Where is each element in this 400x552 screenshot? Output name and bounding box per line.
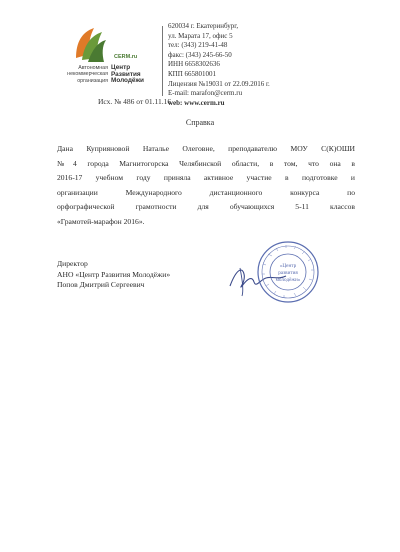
signature-block [57, 259, 170, 291]
contact-line: 620034 г. Екатеринбург, [168, 22, 239, 30]
contact-line: тел: (343) 219-41-48 [168, 41, 228, 50]
contact-line: ул. Марата 17, офис 5 [168, 31, 233, 40]
contact-web: web: www.cerm.ru [168, 98, 225, 107]
document-title: Справка [185, 118, 215, 127]
leaf-hand-logo-icon [72, 24, 108, 64]
logo-left-line: организация [77, 77, 108, 84]
header-divider [162, 26, 163, 96]
logo-url: CERM.ru [114, 54, 138, 60]
stamp-line: молодёжи» [275, 277, 301, 283]
contact-block [168, 22, 270, 108]
logo-left-line: некоммерческая [67, 71, 108, 78]
body-line: 2016-17 учебном году приняла активное участие в подготовке и [57, 173, 355, 183]
organization-logo [64, 24, 164, 94]
body-line: Дана Куприяновой Наталье Олеговне, преподавателю МОУ С(К)ОШИ [57, 144, 355, 153]
contact-line: Лицензия №19031 от 22.09.2016 г. [168, 79, 270, 88]
signer-position: Директор [57, 259, 88, 268]
body-line: организации Международного дистанционного конкурса по [57, 187, 355, 197]
body-line: №4 города Магнитогорска Челябинской области, в том, что она в [57, 158, 355, 168]
logo-right-line: Молодёжи [111, 77, 144, 85]
contact-line: ИНН 6658302636 [168, 60, 220, 69]
signer-organization: АНО «Центр Развития Молодёжи» [57, 269, 171, 279]
logo-left-line: Автономная [78, 65, 108, 71]
contact-line: факс: (343) 245-66-50 [168, 50, 232, 59]
organization-stamp-icon [256, 240, 320, 304]
body-line: орфографической грамотности для обучающихся 5-11 классов [57, 202, 355, 212]
logo-right-line: Развития [111, 70, 141, 78]
stamp-line: «Центр [279, 263, 297, 269]
body-line: «Грамотей-марафон 2016». [57, 216, 145, 226]
signer-name: Попов Дмитрий Сергеевич [57, 280, 145, 290]
contact-line: КПП 665801001 [168, 69, 217, 78]
stamp-line: развития [278, 270, 298, 276]
contact-line: E-mail: marafon@cerm.ru [168, 89, 243, 98]
outgoing-number: Исх. № 486 от 01.11.16 [98, 97, 172, 106]
logo-left-text [64, 65, 108, 84]
logo-right-line: Центр [111, 64, 131, 71]
document-body [57, 142, 355, 230]
logo-right-text [111, 65, 161, 85]
